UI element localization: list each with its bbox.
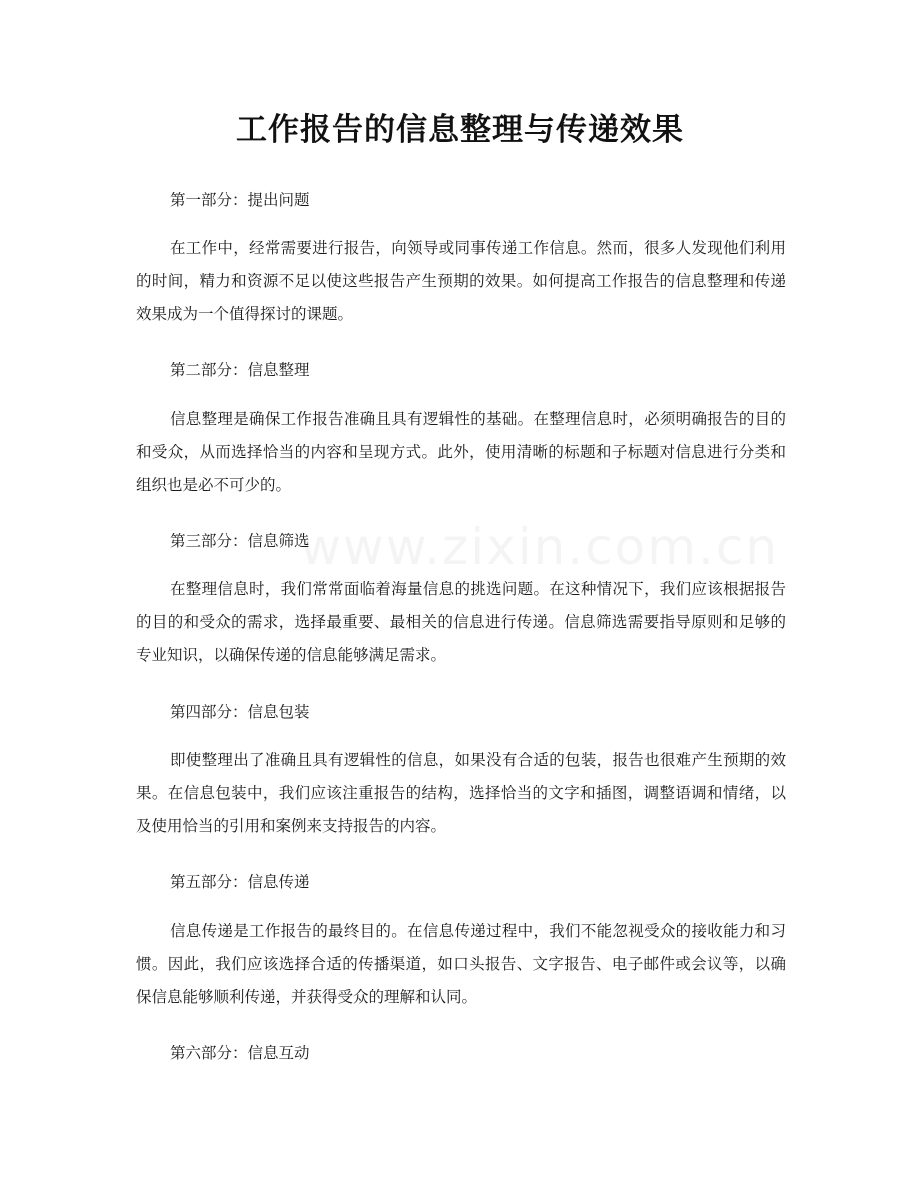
section-heading-6: 第六部分：信息互动	[170, 1044, 310, 1062]
section-paragraph-5: 信息传递是工作报告的最终目的。在信息传递过程中，我们不能忽视受众的接收能力和习惯。因此，我们应该选择合适的传播渠道，如口头报告、文字报告、电子邮件或会议等，以确保信息能够顺利传递，并获得受众的理解和认同。	[136, 922, 786, 1006]
section-heading-2: 第二部分：信息整理	[170, 361, 310, 379]
section-paragraph-4: 即使整理出了准确且具有逻辑性的信息，如果没有合适的包装，报告也很难产生预期的效果。在信息包装中，我们应该注重报告的结构，选择恰当的文字和插图，调整语调和情绪，以及使用恰当的引用和案例来支持报告的内容。	[136, 751, 786, 835]
section-heading-1: 第一部分：提出问题	[170, 191, 310, 209]
section-paragraph-3: 在整理信息时，我们常常面临着海量信息的挑选问题。在这种情况下，我们应该根据报告的目的和受众的需求，选择最重要、最相关的信息进行传递。信息筛选需要指导原则和足够的专业知识，以确保传递的信息能够满足需求。	[136, 580, 786, 664]
section-paragraph-1: 在工作中，经常需要进行报告，向领导或同事传递工作信息。然而，很多人发现他们利用的时间，精力和资源不足以使这些报告产生预期的效果。如何提高工作报告的信息整理和传递效果成为一个值得探讨的课题。	[136, 239, 786, 323]
section-heading-3: 第三部分：信息筛选	[170, 532, 310, 550]
section-paragraph-2: 信息整理是确保工作报告准确且具有逻辑性的基础。在整理信息时，必须明确报告的目的和受众，从而选择恰当的内容和呈现方式。此外，使用清晰的标题和子标题对信息进行分类和组织也是必不可少的。	[136, 410, 786, 494]
watermark	[300, 515, 700, 579]
document-title: 工作报告的信息整理与传递效果	[236, 112, 684, 148]
section-heading-4: 第四部分：信息包装	[170, 703, 310, 721]
section-heading-5: 第五部分：信息传递	[170, 873, 310, 891]
